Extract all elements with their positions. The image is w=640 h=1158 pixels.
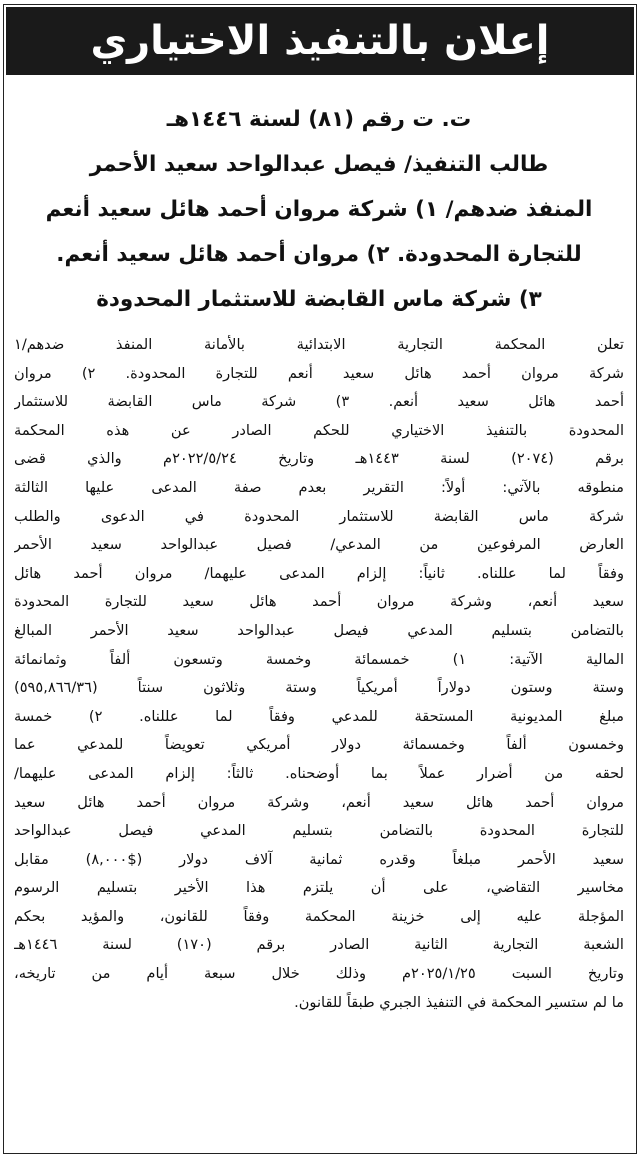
body-line: المحدودة بالتنفيذ الاختياري للحكم الصادر عن هذه المحكمة (14, 421, 624, 439)
body-line: المالية الآتية: ١) خمسمائة وخمسة وتسعون ألفاً وثمانمائة (14, 650, 624, 668)
body-line: منطوقه بالآتي: أولاً: التقرير بعدم صفة المدعى عليها الثالثة (14, 478, 624, 496)
case-number: ت. ت رقم (٨١) لسنة ١٤٤٦هـ (166, 107, 472, 132)
respondents-line-1: المنفذ ضدهم/ ١) شركة مروان أحمد هائل سعيد أنعم (45, 197, 593, 222)
body-line: مبلغ المديونية المستحقة للمدعي وفقاً لما عللناه. ٢) خمسة (14, 707, 624, 725)
body-line: أحمد هائل سعيد أنعم. ٣) شركة ماس القابضة للاستثمار (14, 393, 624, 411)
body-line: مروان أحمد هائل سعيد أنعم، وشركة مروان أحمد هائل سعيد (14, 793, 624, 811)
body-line: وستة وستون دولاراً أمريكياً وستة وثلاثون سنتاً (٥٩٥,٨٦٦/٣٦) (14, 679, 624, 697)
body-line: سعيد أنعم، وشركة مروان أحمد هائل سعيد للتجارة المحدودة (14, 593, 624, 611)
body-line: وتاريخ السبت ٢٠٢٥/١/٢٥م وذلك خلال سبعة أيام من تاريخه، (14, 965, 624, 983)
notice-title: إعلان بالتنفيذ الاختياري (90, 18, 550, 64)
body-line: مخاسير التقاضي، على أن يلتزم هذا الأخير بتسليم الرسوم (14, 879, 624, 897)
body-line: تعلن المحكمة التجارية الابتدائية بالأمانة المنفذ ضدهم/١ (14, 336, 624, 353)
body-line: لحقه من أضرار عملاً بما أوضحناه. ثالثاً: إلزام المدعى عليهما/ (14, 764, 624, 782)
enforcement-applicant: طالب التنفيذ/ فيصل عبدالواحد سعيد الأحمر (89, 152, 549, 177)
body-line: شركة مروان أحمد هائل سعيد أنعم للتجارة المحدودة. ٢) مروان (14, 364, 624, 382)
body-line: الشعبة التجارية الثانية الصادر برقم (١٧٠) لسنة ١٤٤٦هـ (14, 936, 624, 954)
notice-body (14, 331, 624, 1017)
body-line: سعيد الأحمر مبلغاً وقدره ثمانية آلاف دولار ($٨,٠٠٠) مقابل (14, 850, 624, 868)
body-line: وفقاً لما عللناه. ثانياً: إلزام المدعى عليهما/ مروان أحمد هائل (14, 564, 624, 582)
notice-header (6, 7, 634, 75)
body-line: وخمسون ألفاً وخمسمائة دولار أمريكي تعويضاً للمدعي عما (14, 736, 624, 754)
body-line: المؤجلة عليه إلى خزينة المحكمة وفقاً للقانون، والمؤيد بحكم (14, 907, 624, 925)
body-line: شركة ماس القابضة للاستثمار المحدودة في الدعوى والطلب (14, 507, 624, 525)
body-line: بالتضامن بتسليم المدعي فيصل عبدالواحد سعيد الأحمر المبالغ (14, 621, 624, 639)
respondents-line-3: ٣) شركة ماس القابضة للاستثمار المحدودة (96, 287, 542, 312)
court-notice (3, 4, 637, 1154)
body-line: للتجارة المحدودة بالتضامن بتسليم المدعي فيصل عبدالواحد (14, 822, 624, 840)
respondents-line-2: للتجارة المحدودة. ٢) مروان أحمد هائل سعيد أنعم. (56, 242, 582, 267)
body-line: ما لم ستسير المحكمة في التنفيذ الجبري طبقاً للقانون. (294, 993, 624, 1011)
body-line: العارض المرفوعين من المدعي/ فصيل عبدالواحد سعيد الأحمر (14, 536, 624, 554)
case-heading (10, 97, 628, 322)
body-line: برقم (٢٠٧٤) لسنة ١٤٤٣هـ وتاريخ ٢٠٢٢/٥/٢٤م والذي قضى (14, 450, 624, 468)
